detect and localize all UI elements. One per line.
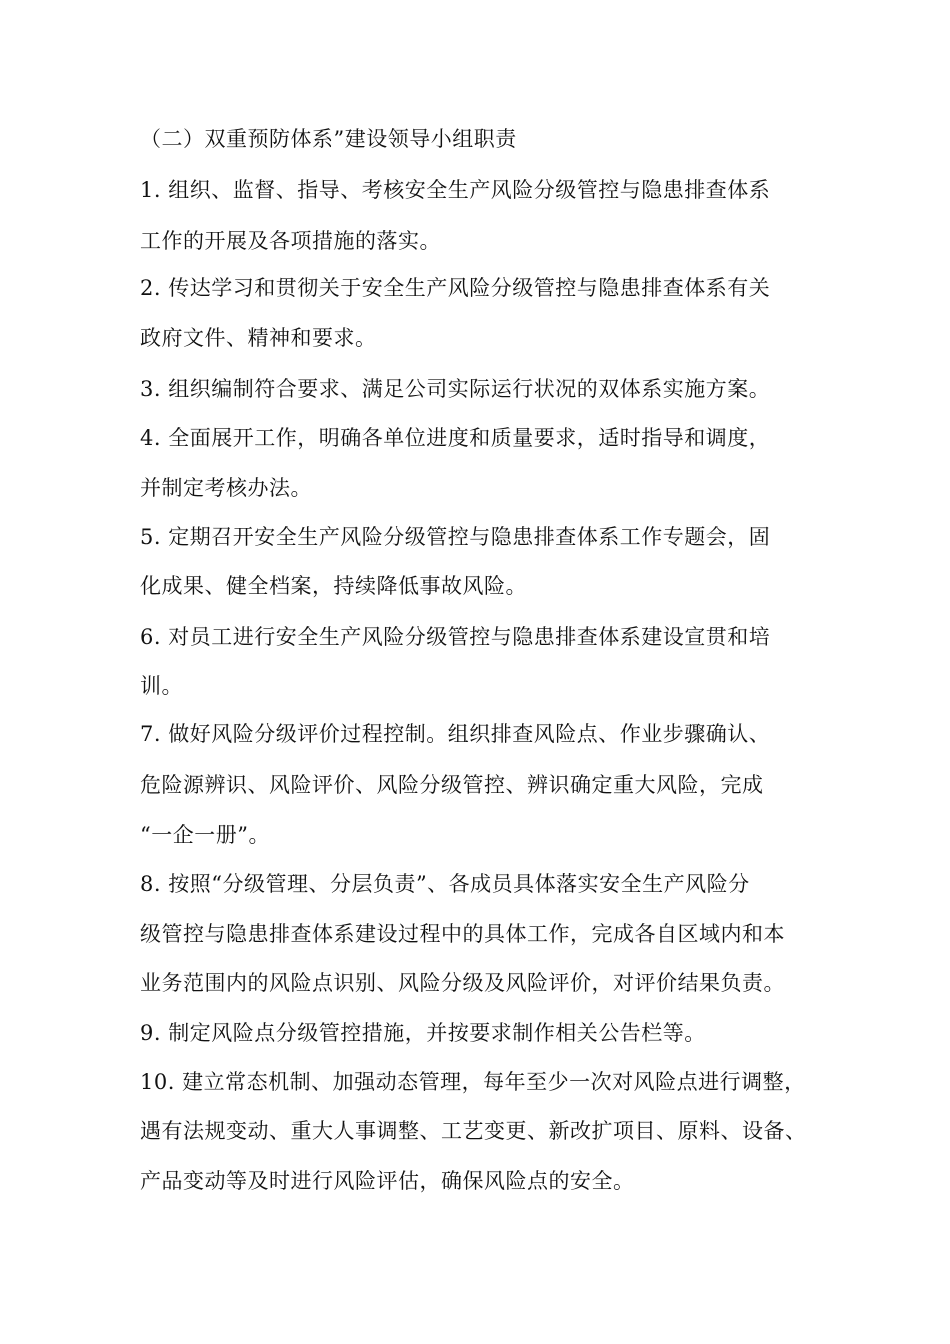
- text-line: 4. 全面展开工作，明确各单位进度和质量要求，适时指导和调度，: [140, 426, 771, 450]
- text-line: 8. 按照“分级管理、分层负责”、各成员具体落实安全生产风险分: [140, 872, 750, 896]
- text-line: 级管控与隐患排查体系建设过程中的具体工作，完成各自区域内和本: [140, 922, 785, 946]
- text-line: 化成果、健全档案，持续降低事故风险。: [140, 574, 527, 598]
- text-line: 政府文件、精神和要求。: [140, 326, 377, 350]
- text-line: 产品变动等及时进行风险评估，确保风险点的安全。: [140, 1169, 635, 1193]
- text-line: 6. 对员工进行安全生产风险分级管控与隐患排查体系建设宣贯和培: [140, 625, 771, 649]
- text-line: 工作的开展及各项措施的落实。: [140, 229, 441, 253]
- text-line: 遇有法规变动、重大人事调整、工艺变更、新改扩项目、原料、设备、: [140, 1119, 807, 1143]
- section-heading: （二）双重预防体系”建设领导小组职责: [140, 127, 517, 151]
- text-line: 业务范围内的风险点识别、风险分级及风险评价，对评价结果负责。: [140, 971, 785, 995]
- text-line: “一企一册”。: [140, 823, 270, 847]
- text-line: 3. 组织编制符合要求、满足公司实际运行状况的双体系实施方案。: [140, 377, 771, 401]
- text-line: 训。: [140, 674, 183, 698]
- text-line: 5. 定期召开安全生产风险分级管控与隐患排查体系工作专题会，固: [140, 525, 771, 549]
- text-line: 1. 组织、监督、指导、考核安全生产风险分级管控与隐患排查体系: [140, 178, 771, 202]
- text-line: 危险源辨识、风险评价、风险分级管控、辨识确定重大风险，完成: [140, 773, 764, 797]
- text-line: 10. 建立常态机制、加强动态管理，每年至少一次对风险点进行调整，: [140, 1070, 806, 1094]
- text-line: 7. 做好风险分级评价过程控制。组织排查风险点、作业步骤确认、: [140, 722, 771, 746]
- text-line: 并制定考核办法。: [140, 476, 312, 500]
- text-line: 9. 制定风险点分级管控措施，并按要求制作相关公告栏等。: [140, 1021, 706, 1045]
- text-line: 2. 传达学习和贯彻关于安全生产风险分级管控与隐患排查体系有关: [140, 276, 771, 300]
